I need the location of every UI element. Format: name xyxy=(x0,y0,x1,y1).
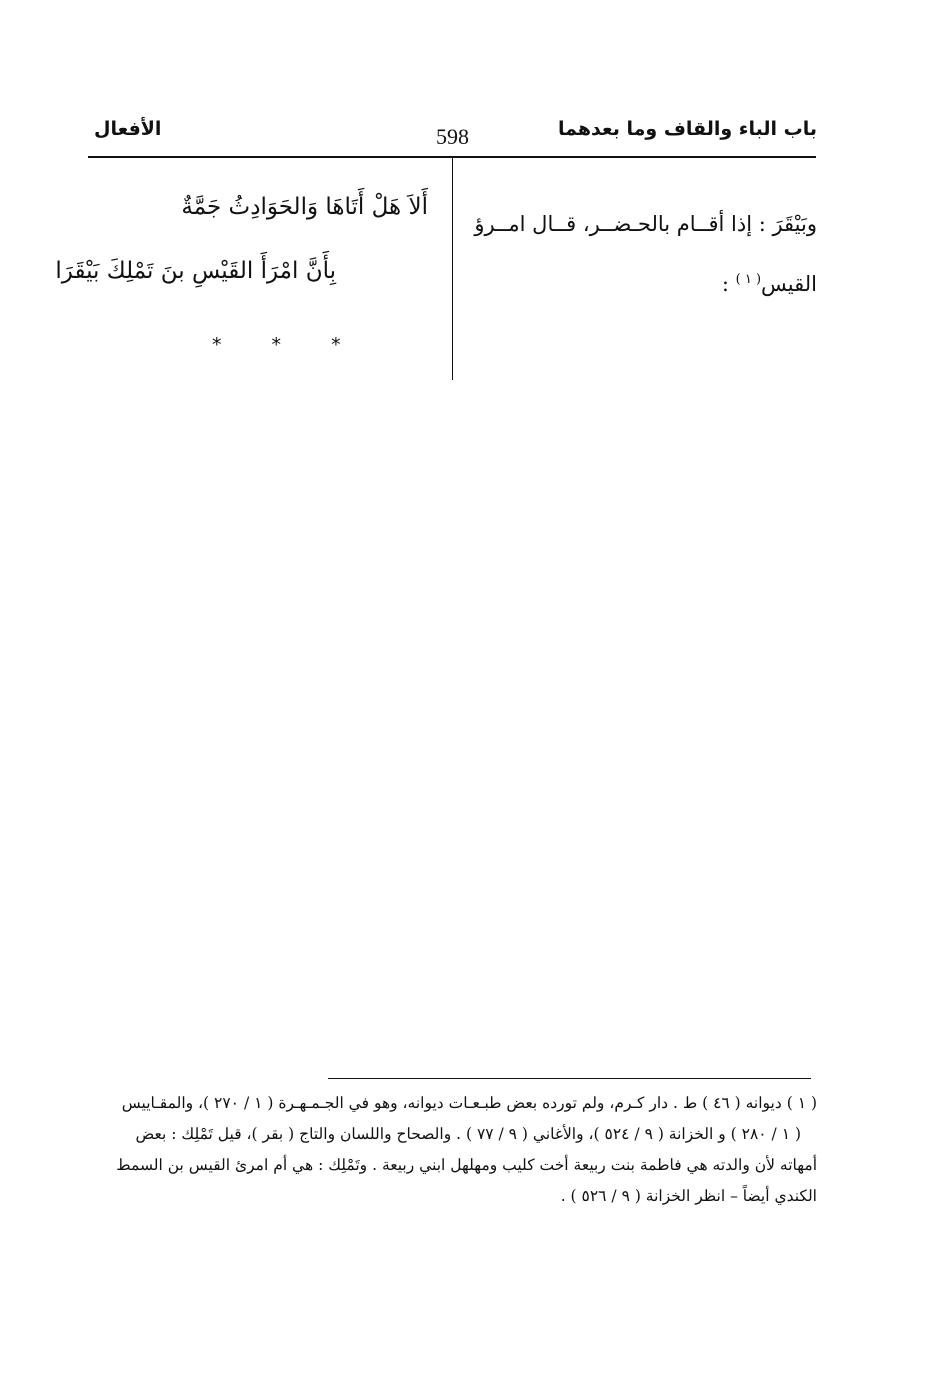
column-divider xyxy=(452,158,453,380)
footnote-line-4: الكندي أيضاً – انظر الخزانة ( ٩ / ٥٢٦ ) . xyxy=(560,1187,817,1205)
verse-hemistich-2: بِأَنَّ امْرَأَ القَيْسِ بنَ تَمْلِكَ بَيْقَرَا xyxy=(55,258,336,284)
footnote-rule xyxy=(328,1078,811,1079)
footnote-line-3: أمهاته لأن والدته هي فاطمة بنت ربيعة أخت كليب ومهلهل ابني ربيعة . وتَمْلِك : هي أم امرئ القيس بن السمط xyxy=(116,1156,817,1174)
footnotes xyxy=(117,1088,817,1212)
footnote-reference: ( ١ ) xyxy=(735,272,762,287)
footnote-line-1: ( ١ ) ديوانه ( ٤٦ ) ط . دار كـرم، ولم تورده بعض طبـعـات ديوانه، وهو في الجـمـهـرة ( ١ / ٢٧٠ )، والمقـاييس xyxy=(121,1094,817,1112)
footnote-line-2: ( ١ / ٢٨٠ ) و الخزانة ( ٩ / ٥٢٤ )، والأغاني ( ٩ / ٧٧ ) . والصحاح واللسان والتاج ( بقر )، قيل تَمْلِك : بعض xyxy=(135,1125,801,1143)
section-title: الأفعال xyxy=(94,118,162,140)
body-line-2-text: القيس xyxy=(761,272,817,296)
section-ornament: * * * xyxy=(212,334,363,356)
body-line-end: : xyxy=(721,272,729,296)
body-text xyxy=(467,196,817,312)
body-line-2 xyxy=(467,252,817,312)
body-line-1: وبَيْقَرَ : إذا أقــام بالحـضــر، قــال امــرؤ xyxy=(474,212,817,236)
chapter-title: باب الباء والقاف وما بعدهما xyxy=(558,118,817,140)
verse-hemistich-1: أَلاَ هَلْ أَتَاهَا وَالحَوَادِثُ جَمَّةٌ xyxy=(181,194,428,220)
page-number: 598 xyxy=(436,124,469,149)
